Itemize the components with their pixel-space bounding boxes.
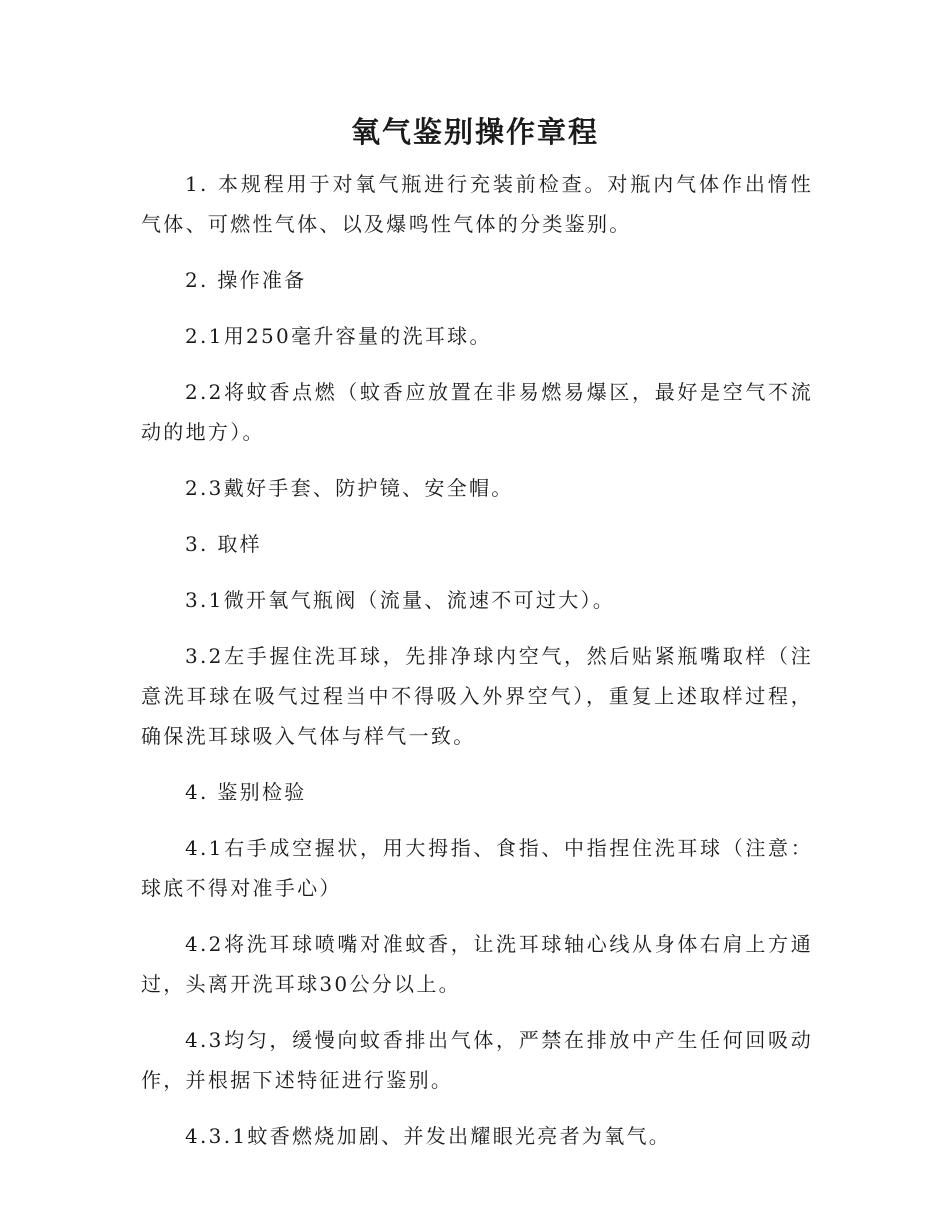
paragraph-4-3-1: 4.3.1蚊香燃烧加剧、并发出耀眼光亮者为氧气。 xyxy=(185,1124,672,1148)
paragraph-4-3: 4.3均匀，缓慢向蚊香排出气体，严禁在排放中产生任何回吸动作，并根据下述特征进行鉴别。 xyxy=(141,1028,813,1092)
paragraph-2-heading-preparation: 2. 操作准备 xyxy=(185,268,307,292)
paragraph-2-3: 2.3戴好手套、防护镜、安全帽。 xyxy=(185,476,514,500)
paragraph-3-1: 3.1微开氧气瓶阀（流量、流速不可过大）。 xyxy=(185,588,616,612)
paragraph-2-2: 2.2将蚊香点燃（蚊香应放置在非易燃易爆区，最好是空气不流动的地方）。 xyxy=(141,380,813,444)
paragraph-4-heading-inspection: 4. 鉴别检验 xyxy=(185,780,307,804)
paragraph-4-1: 4.1右手成空握状，用大拇指、食指、中指捏住洗耳球（注意：球底不得对准手心） xyxy=(141,836,813,900)
paragraph-3-2: 3.2左手握住洗耳球，先排净球内空气，然后贴紧瓶嘴取样（注意洗耳球在吸气过程当中不得吸入外界空气），重复上述取样过程，确保洗耳球吸入气体与样气一致。 xyxy=(141,644,813,748)
paragraph-2-1: 2.1用250毫升容量的洗耳球。 xyxy=(185,324,492,348)
paragraph-3-heading-sampling: 3. 取样 xyxy=(185,532,262,556)
document-title: 氧气鉴别操作章程 xyxy=(350,115,599,149)
paragraph-1-scope: 1. 本规程用于对氧气瓶进行充装前检查。对瓶内气体作出惰性气体、可燃性气体、以及爆鸣性气体的分类鉴别。 xyxy=(141,172,813,236)
document-body xyxy=(141,164,813,1156)
paragraph-4-2: 4.2将洗耳球喷嘴对准蚊香，让洗耳球轴心线从身体右肩上方通过，头离开洗耳球30公分以上。 xyxy=(141,932,813,996)
